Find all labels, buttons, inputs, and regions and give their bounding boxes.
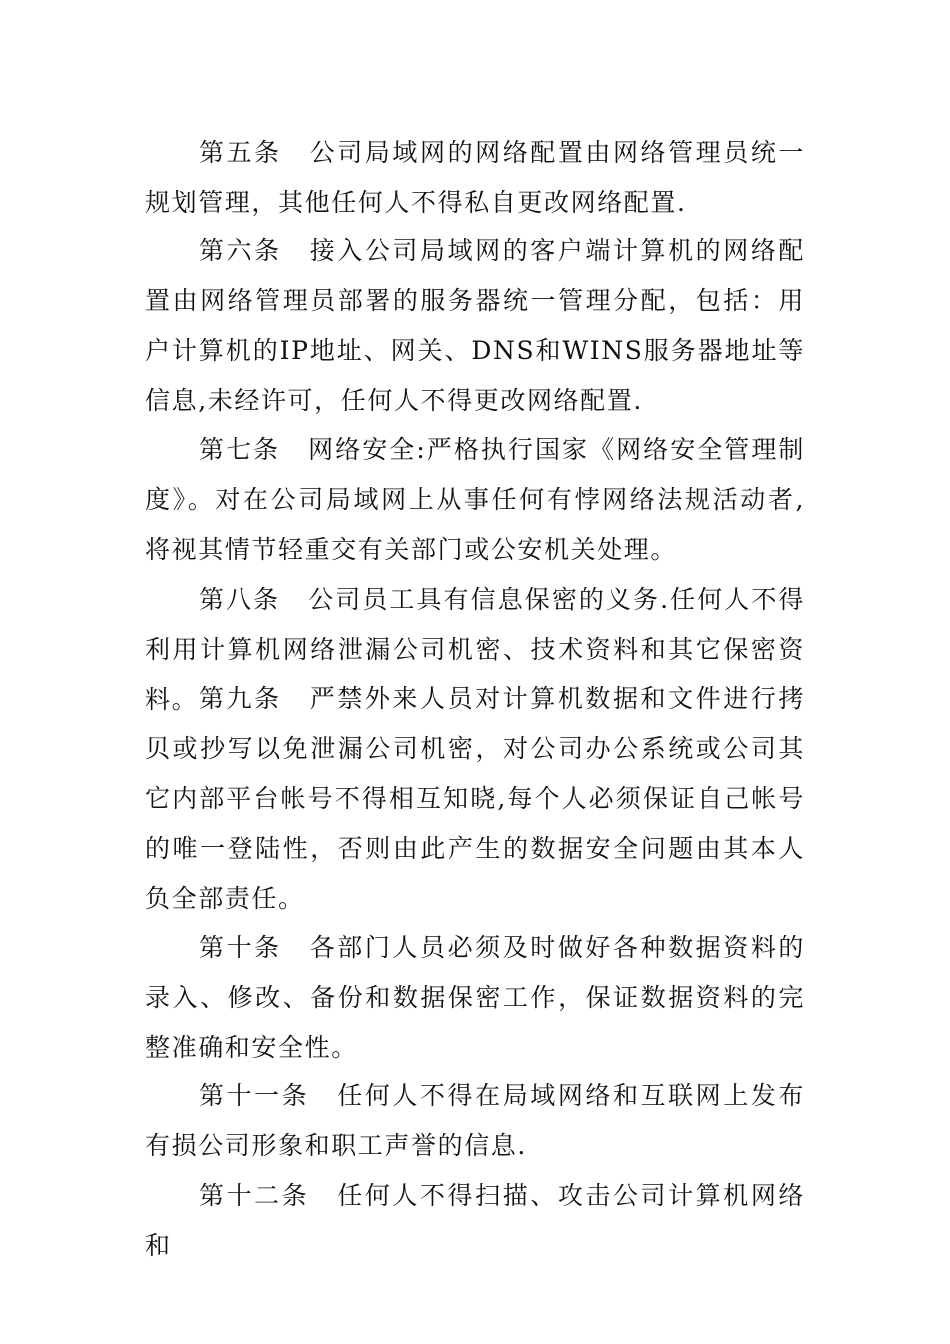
article-text: 接入公司局域网的客户端计算机的网络配置由网络管理员部署的服务器统一管理分配，包括：用户计算机的IP地址、网关、DNS和WINS服务器地址等信息,未经许可，任何人不得更改网络配置.: [145, 236, 805, 415]
article-text: 严禁外来人员对计算机数据和文件进行拷贝或抄写以免泄漏公司机密，对公司办公系统或公司其它内部平台帐号不得相互知晓,每个人必须保证自己帐号的唯一登陆性，否则由此产生的数据安全问题由其本人负全部责任。: [145, 684, 805, 913]
article-text: 网络安全:严格执行国家《网络安全管理制度》。对在公司局域网上从事任何有悖网络法规活动者,将视其情节轻重交有关部门或公安机关处理。: [145, 435, 805, 564]
article-text: 公司局域网的网络配置由网络管理员统一规划管理，其他任何人不得私自更改网络配置.: [145, 138, 805, 217]
article-number: 第九条: [199, 684, 282, 713]
article-9: [145, 674, 805, 924]
article-7: [145, 425, 805, 575]
article-11: [145, 1071, 805, 1171]
article-12: [145, 1171, 805, 1271]
article-text: 任何人不得扫描、攻击公司计算机网络和: [145, 1181, 805, 1260]
article-text: 公司员工具有信息保密的义务.任何人不得利用计算机网络泄漏公司机密、技术资料和其它保密资料。: [145, 585, 805, 714]
article-10: [145, 923, 805, 1073]
article-5: [145, 128, 805, 228]
article-number: 第七条: [199, 435, 281, 464]
article-number: 第十条: [199, 933, 282, 962]
article-text: 各部门人员必须及时做好各种数据资料的录入、修改、备份和数据保密工作，保证数据资料的完整准确和安全性。: [145, 933, 805, 1062]
article-6: [145, 226, 805, 426]
article-number: 第六条: [199, 236, 282, 265]
article-number: 第五条: [199, 138, 282, 167]
article-number: 第十一条: [199, 1081, 310, 1110]
article-number: 第十二条: [199, 1181, 310, 1210]
article-number: 第八条: [199, 585, 281, 614]
article-text: 任何人不得在局域网络和互联网上发布有损公司形象和职工声誉的信息.: [145, 1081, 805, 1160]
